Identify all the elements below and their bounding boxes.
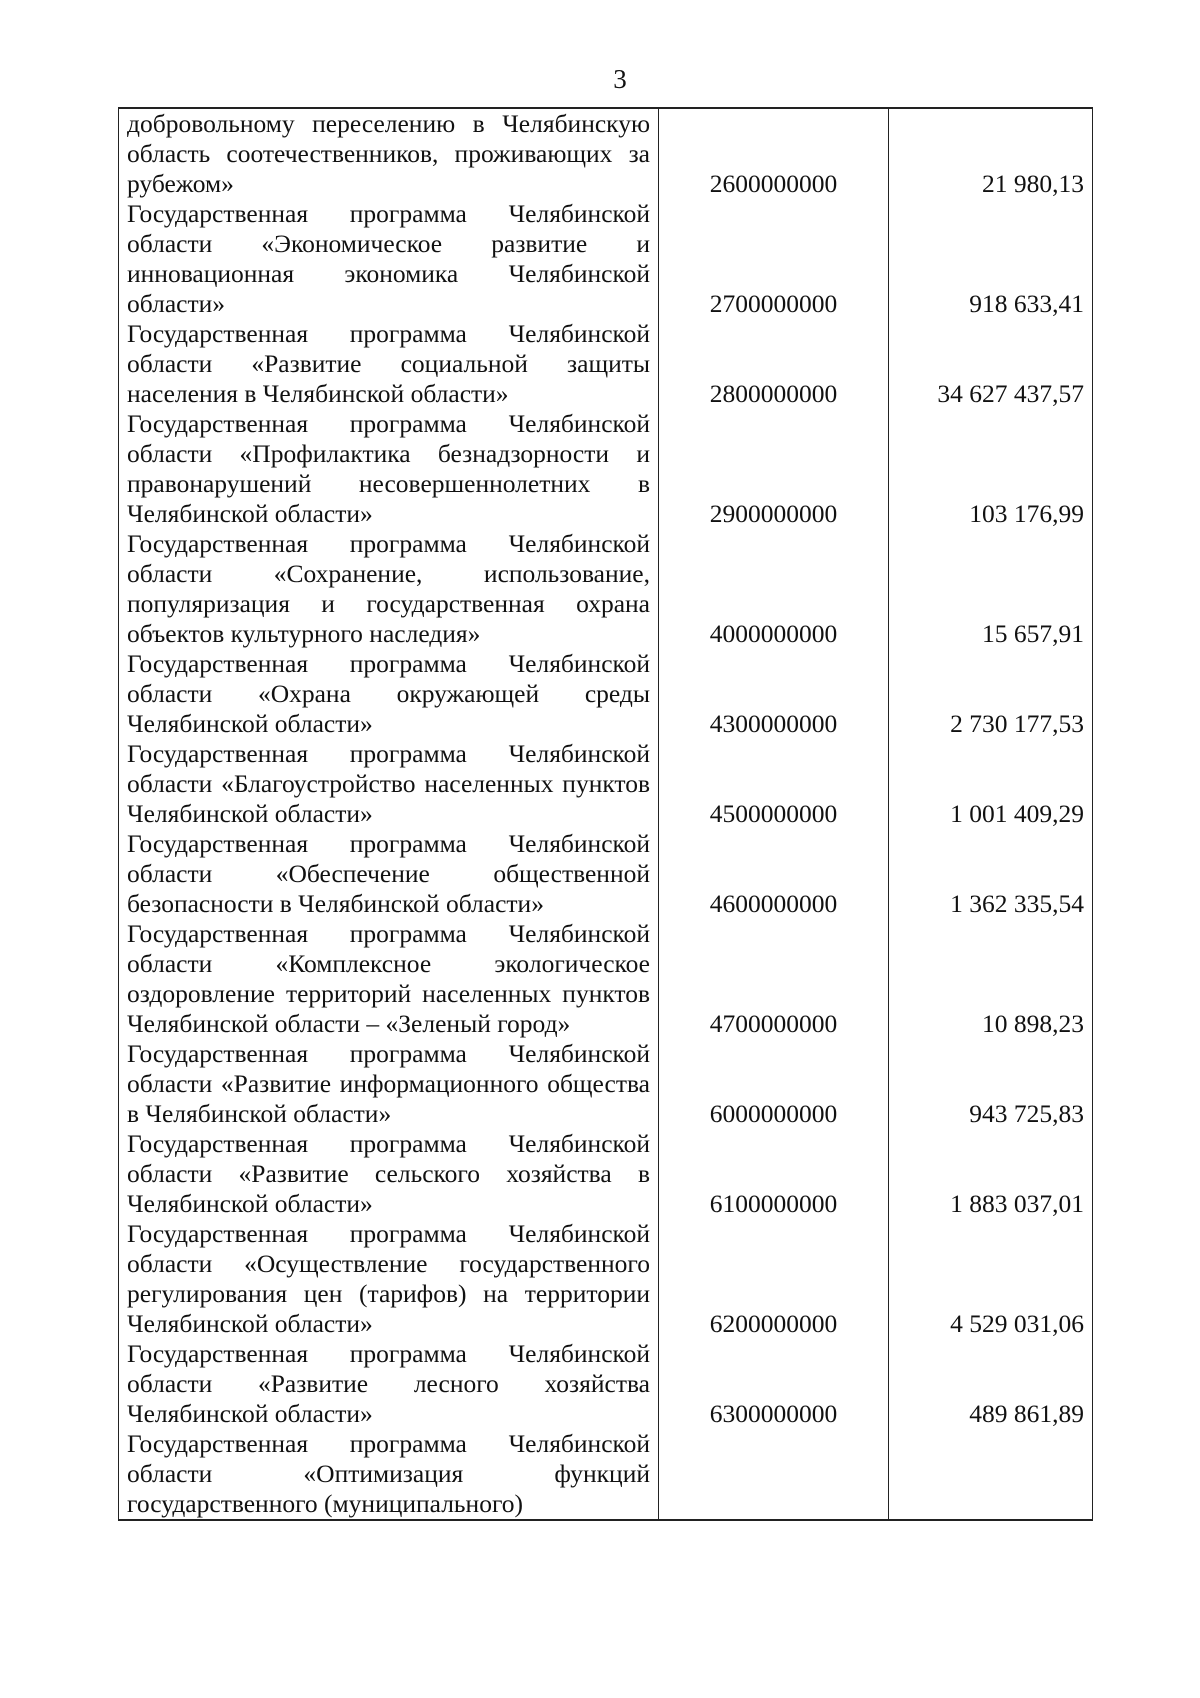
amount: 2 730 177,53	[889, 649, 1093, 739]
program-name: Государственная программа Челябинской области «Благоустройство населенных пунктов Челябинской области»	[127, 739, 650, 828]
target-code: 4700000000	[659, 919, 889, 1039]
page-number: 3	[613, 64, 627, 94]
target-code: 2600000000	[659, 108, 889, 199]
program-name-cell	[119, 409, 659, 529]
amount: 103 176,99	[889, 409, 1093, 529]
target-code: 6200000000	[659, 1219, 889, 1339]
program-name-cell	[119, 919, 659, 1039]
program-name-cell	[119, 108, 659, 199]
program-name: Государственная программа Челябинской области «Охрана окружающей среды Челябинской области»	[127, 649, 650, 738]
program-name-cell	[119, 1039, 659, 1129]
program-name: Государственная программа Челябинской области «Оптимизация функций государственного (муниципального)	[127, 1429, 650, 1518]
amount: 21 980,13	[889, 108, 1093, 199]
table-row	[119, 319, 1093, 409]
table-row	[119, 409, 1093, 529]
target-code: 2900000000	[659, 409, 889, 529]
amount: 918 633,41	[889, 199, 1093, 319]
program-name: Государственная программа Челябинской области «Сохранение, использование, популяризация и государственная охрана объектов культурного наследия»	[127, 529, 650, 648]
table-row	[119, 1429, 1093, 1520]
table-row	[119, 1039, 1093, 1129]
amount: 34 627 437,57	[889, 319, 1093, 409]
program-name: Государственная программа Челябинской области «Развитие информационного общества в Челябинской области»	[127, 1039, 650, 1128]
program-name-cell	[119, 1429, 659, 1520]
target-code: 6000000000	[659, 1039, 889, 1129]
table-row	[119, 1339, 1093, 1429]
table-row	[119, 529, 1093, 649]
table-row	[119, 199, 1093, 319]
target-code: 4300000000	[659, 649, 889, 739]
program-name-cell	[119, 1219, 659, 1339]
amount: 15 657,91	[889, 529, 1093, 649]
table-row	[119, 1219, 1093, 1339]
amount: 1 362 335,54	[889, 829, 1093, 919]
program-name: Государственная программа Челябинской области «Профилактика безнадзорности и правонарушений несовершеннолетних в Челябинской области»	[127, 409, 650, 528]
program-name: Государственная программа Челябинской области «Осуществление государственного регулирования цен (тарифов) на территории Челябинской области»	[127, 1219, 650, 1338]
amount: 1 001 409,29	[889, 739, 1093, 829]
program-name: Государственная программа Челябинской области «Обеспечение общественной безопасности в Челябинской области»	[127, 829, 650, 918]
target-code: 2800000000	[659, 319, 889, 409]
amount: 943 725,83	[889, 1039, 1093, 1129]
program-name: Государственная программа Челябинской области «Комплексное экологическое оздоровление территорий населенных пунктов Челябинской области – «Зеленый город»	[127, 919, 650, 1038]
amount: 10 898,23	[889, 919, 1093, 1039]
target-code: 6100000000	[659, 1129, 889, 1219]
amount: 489 861,89	[889, 1339, 1093, 1429]
amount: 1 883 037,01	[889, 1129, 1093, 1219]
table-row	[119, 108, 1093, 199]
target-code: 4000000000	[659, 529, 889, 649]
program-name-cell	[119, 649, 659, 739]
program-name-cell	[119, 1129, 659, 1219]
table-row	[119, 829, 1093, 919]
program-name: Государственная программа Челябинской области «Развитие сельского хозяйства в Челябинской области»	[127, 1129, 650, 1218]
target-code: 2700000000	[659, 199, 889, 319]
table-body	[119, 108, 1093, 1520]
program-name-cell	[119, 1339, 659, 1429]
program-name-cell	[119, 529, 659, 649]
target-code: 4600000000	[659, 829, 889, 919]
program-name-cell	[119, 199, 659, 319]
target-code: 6300000000	[659, 1339, 889, 1429]
program-name-cell	[119, 829, 659, 919]
program-name: Государственная программа Челябинской области «Экономическое развитие и инновационная экономика Челябинской области»	[127, 199, 650, 318]
target-code	[659, 1429, 889, 1520]
table-row	[119, 739, 1093, 829]
program-name: добровольному переселению в Челябинскую область соотечественников, проживающих за рубежом»	[127, 109, 650, 198]
table-row	[119, 919, 1093, 1039]
program-name-cell	[119, 319, 659, 409]
table-row	[119, 1129, 1093, 1219]
amount: 4 529 031,06	[889, 1219, 1093, 1339]
program-name-cell	[119, 739, 659, 829]
program-name: Государственная программа Челябинской области «Развитие лесного хозяйства Челябинской области»	[127, 1339, 650, 1428]
amount	[889, 1429, 1093, 1520]
program-name: Государственная программа Челябинской области «Развитие социальной защиты населения в Челябинской области»	[127, 319, 650, 408]
table-row	[119, 649, 1093, 739]
target-code: 4500000000	[659, 739, 889, 829]
budget-table	[118, 107, 1093, 1521]
